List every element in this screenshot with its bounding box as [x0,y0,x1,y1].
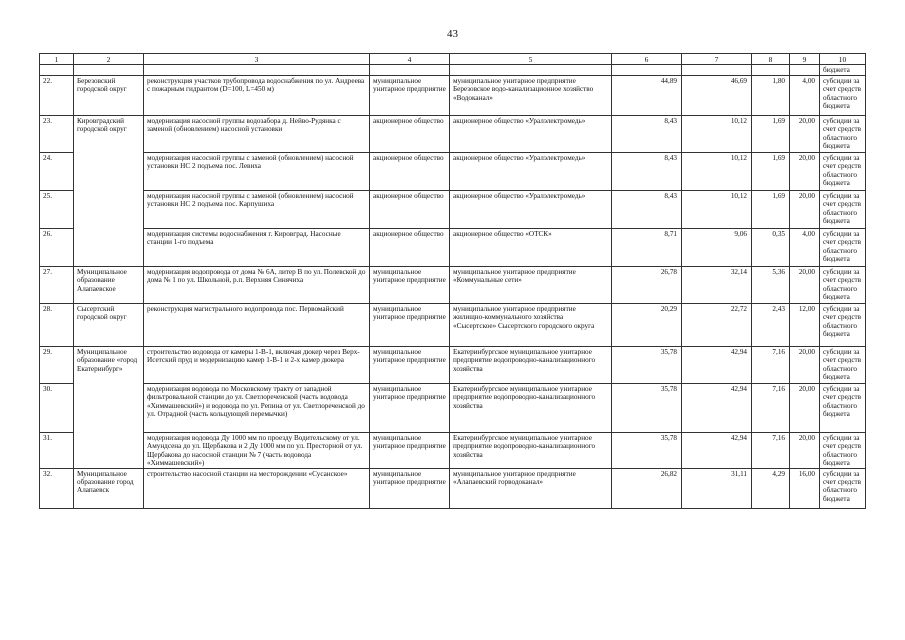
value-col8: 4,29 [752,468,790,508]
organization: акционерное общество «ОТСК» [450,229,612,267]
value-col8: 5,36 [752,267,790,304]
municipality: Сысертский городской округ [74,304,144,347]
table-row [40,153,866,191]
value-col7: 10,12 [682,191,752,229]
header-cell: 6 [612,54,682,65]
value-col6: 8,43 [612,116,682,153]
row-number: 29. [40,347,74,384]
value-col7: 31,11 [682,468,752,508]
value-col7: 22,72 [682,304,752,347]
table-row [40,76,866,116]
row-number: 25. [40,191,74,229]
funding-source: субсидии за счет средств областного бюджета [820,384,866,433]
organization: Екатеринбургское муниципальное унитарное предприятие водопроводно-канализационного хозяйства [450,384,612,433]
table-row [40,468,866,508]
value-col8: 7,16 [752,347,790,384]
value-col7: 46,69 [682,76,752,116]
organization: акционерное общество «Уралэлектромедь» [450,116,612,153]
funding-source: субсидии за счет средств областного бюджета [820,433,866,469]
organization: муниципальное унитарное предприятие Березовское водо-канализационное хозяйство «Водоканал» [450,76,612,116]
value-col9: 20,00 [790,347,820,384]
header-cell: 8 [752,54,790,65]
value-col8: 0,35 [752,229,790,267]
value-col9: 20,00 [790,153,820,191]
organization: акционерное общество «Уралэлектромедь» [450,191,612,229]
header-cell: 10 [820,54,866,65]
value-col9: 20,00 [790,191,820,229]
work-description: модернизация водопровода от дома № 6А, литер В по ул. Полевской до дома № 1 по ул. Школьной, р.п. Верхняя Синячиха [144,267,370,304]
org-type: муниципальное унитарное предприятие [370,384,450,433]
funding-source: субсидии за счет средств областного бюджета [820,76,866,116]
row-number: 26. [40,229,74,267]
funding-source: субсидии за счет средств областного бюджета [820,347,866,384]
municipality: Муниципальное образование город Алапаевск [74,468,144,508]
header-cell: 5 [450,54,612,65]
row-number: 27. [40,267,74,304]
value-col8: 1,69 [752,116,790,153]
value-col9: 16,00 [790,468,820,508]
value-col8: 7,16 [752,384,790,433]
row-number: 24. [40,153,74,191]
value-col9: 20,00 [790,433,820,469]
work-description: модернизация насосной группы водозабора д. Нейво-Рудянка с заменой (обновлением) насосной установки [144,116,370,153]
table-row [40,384,866,433]
organization: Екатеринбургское муниципальное унитарное предприятие водопроводно-канализационного хозяйства [450,433,612,469]
value-col7: 32,14 [682,267,752,304]
work-description: реконструкция участков трубопровода водоснабжения по ул. Андреева с пожарным гидрантом (D=100, L=450 м) [144,76,370,116]
org-type: акционерное общество [370,116,450,153]
value-col6: 26,82 [612,468,682,508]
funding-source: субсидии за счет средств областного бюджета [820,468,866,508]
org-type: акционерное общество [370,229,450,267]
value-col7: 42,94 [682,384,752,433]
table-row [40,347,866,384]
value-col8: 2,43 [752,304,790,347]
organization: муниципальное унитарное предприятие «Алапаевский горводоканал» [450,468,612,508]
value-col9: 20,00 [790,267,820,304]
org-type: муниципальное унитарное предприятие [370,433,450,469]
municipality [74,229,144,267]
value-col7: 10,12 [682,116,752,153]
organization: муниципальное унитарное предприятие жилищно-коммунального хозяйства «Сысертское» Сысертского городского округа [450,304,612,347]
row-number: 32. [40,468,74,508]
org-type: муниципальное унитарное предприятие [370,468,450,508]
municipality [74,153,144,191]
funding-source: субсидии за счет средств областного бюджета [820,304,866,347]
municipality [74,191,144,229]
value-col6: 35,78 [612,433,682,469]
funding-source: субсидии за счет средств областного бюджета [820,153,866,191]
row-number: 28. [40,304,74,347]
municipality [74,384,144,433]
funding-source: субсидии за счет средств областного бюджета [820,229,866,267]
value-col9: 4,00 [790,76,820,116]
value-col9: 4,00 [790,229,820,267]
org-type: муниципальное унитарное предприятие [370,76,450,116]
value-col7: 9,06 [682,229,752,267]
value-col9: 12,00 [790,304,820,347]
table-row [40,116,866,153]
header-row [40,54,866,65]
data-table [39,53,866,509]
work-description: модернизация водовода Ду 1000 мм по проезду Водительскому от ул. Амундсена до ул. Щербакова и 2 Ду 1000 мм по ул. Престорной от ул. Щербакова до насосной станции № 7 (часть водовода «Химмашевский») [144,433,370,469]
funding-source: субсидии за счет средств областного бюджета [820,267,866,304]
org-type: акционерное общество [370,153,450,191]
row-number: 31. [40,433,74,469]
value-col8: 7,16 [752,433,790,469]
org-type: муниципальное унитарное предприятие [370,267,450,304]
value-col7: 42,94 [682,347,752,384]
municipality: Муниципальное образование Алапаевское [74,267,144,304]
value-col6: 44,89 [612,76,682,116]
work-description: строительство насосной станции на месторождении «Сусанское» [144,468,370,508]
table-row [40,267,866,304]
value-col6: 8,43 [612,191,682,229]
header-cell: 7 [682,54,752,65]
value-col6: 35,78 [612,347,682,384]
org-type: муниципальное унитарное предприятие [370,304,450,347]
work-description: реконструкция магистрального водопровода пос. Первомайский [144,304,370,347]
work-description: модернизация насосной группы с заменой (обновлением) насосной установки НС 2 подъема пос. Карпушиха [144,191,370,229]
page-number: 43 [447,28,458,40]
header-cell: 9 [790,54,820,65]
table-row [40,304,866,347]
continuation-row [40,65,866,76]
value-col7: 10,12 [682,153,752,191]
value-col9: 20,00 [790,116,820,153]
value-col6: 8,43 [612,153,682,191]
table-row [40,191,866,229]
header-cell: 3 [144,54,370,65]
row-number: 22. [40,76,74,116]
organization: акционерное общество «Уралэлектромедь» [450,153,612,191]
header-cell: 2 [74,54,144,65]
header-cell: 1 [40,54,74,65]
municipality [74,433,144,469]
value-col8: 1,69 [752,191,790,229]
work-description: модернизация системы водоснабжения г. Кировград. Насосные станции 1-го подъема [144,229,370,267]
value-col7: 42,94 [682,433,752,469]
value-col9: 20,00 [790,384,820,433]
work-description: модернизация водовода по Московскому тракту от западной фильтровальной станции до ул. Светлореченской (часть водовода «Химмашевский») и водовода по ул. Репина от ул. Светлореченской до ул. Отрадной (часть кольцующей перемычки) [144,384,370,433]
funding-source: субсидии за счет средств областного бюджета [820,191,866,229]
municipality: Кировградский городской округ [74,116,144,153]
municipality: Березовский городской округ [74,76,144,116]
value-col6: 35,78 [612,384,682,433]
value-col6: 20,29 [612,304,682,347]
funding-source: субсидии за счет средств областного бюджета [820,116,866,153]
org-type: муниципальное унитарное предприятие [370,347,450,384]
header-cell: 4 [370,54,450,65]
work-description: модернизация насосной группы с заменой (обновлением) насосной установки НС 2 подъема пос. Левиха [144,153,370,191]
municipality: Муниципальное образование «город Екатеринбург» [74,347,144,384]
row-number: 23. [40,116,74,153]
value-col8: 1,69 [752,153,790,191]
value-col8: 1,80 [752,76,790,116]
table-row [40,433,866,469]
organization: Екатеринбургское муниципальное унитарное предприятие водопроводно-канализационного хозяйства [450,347,612,384]
continuation-text: бюджета [820,65,866,76]
value-col6: 8,71 [612,229,682,267]
value-col6: 26,78 [612,267,682,304]
org-type: акционерное общество [370,191,450,229]
organization: муниципальное унитарное предприятие «Коммунальные сети» [450,267,612,304]
work-description: строительство водовода от камеры 1-В-1, включая дюкер через Верх-Исетский пруд и модернизацию камер 1-В-1 и 2-х камер дюкера [144,347,370,384]
row-number: 30. [40,384,74,433]
table-row [40,229,866,267]
